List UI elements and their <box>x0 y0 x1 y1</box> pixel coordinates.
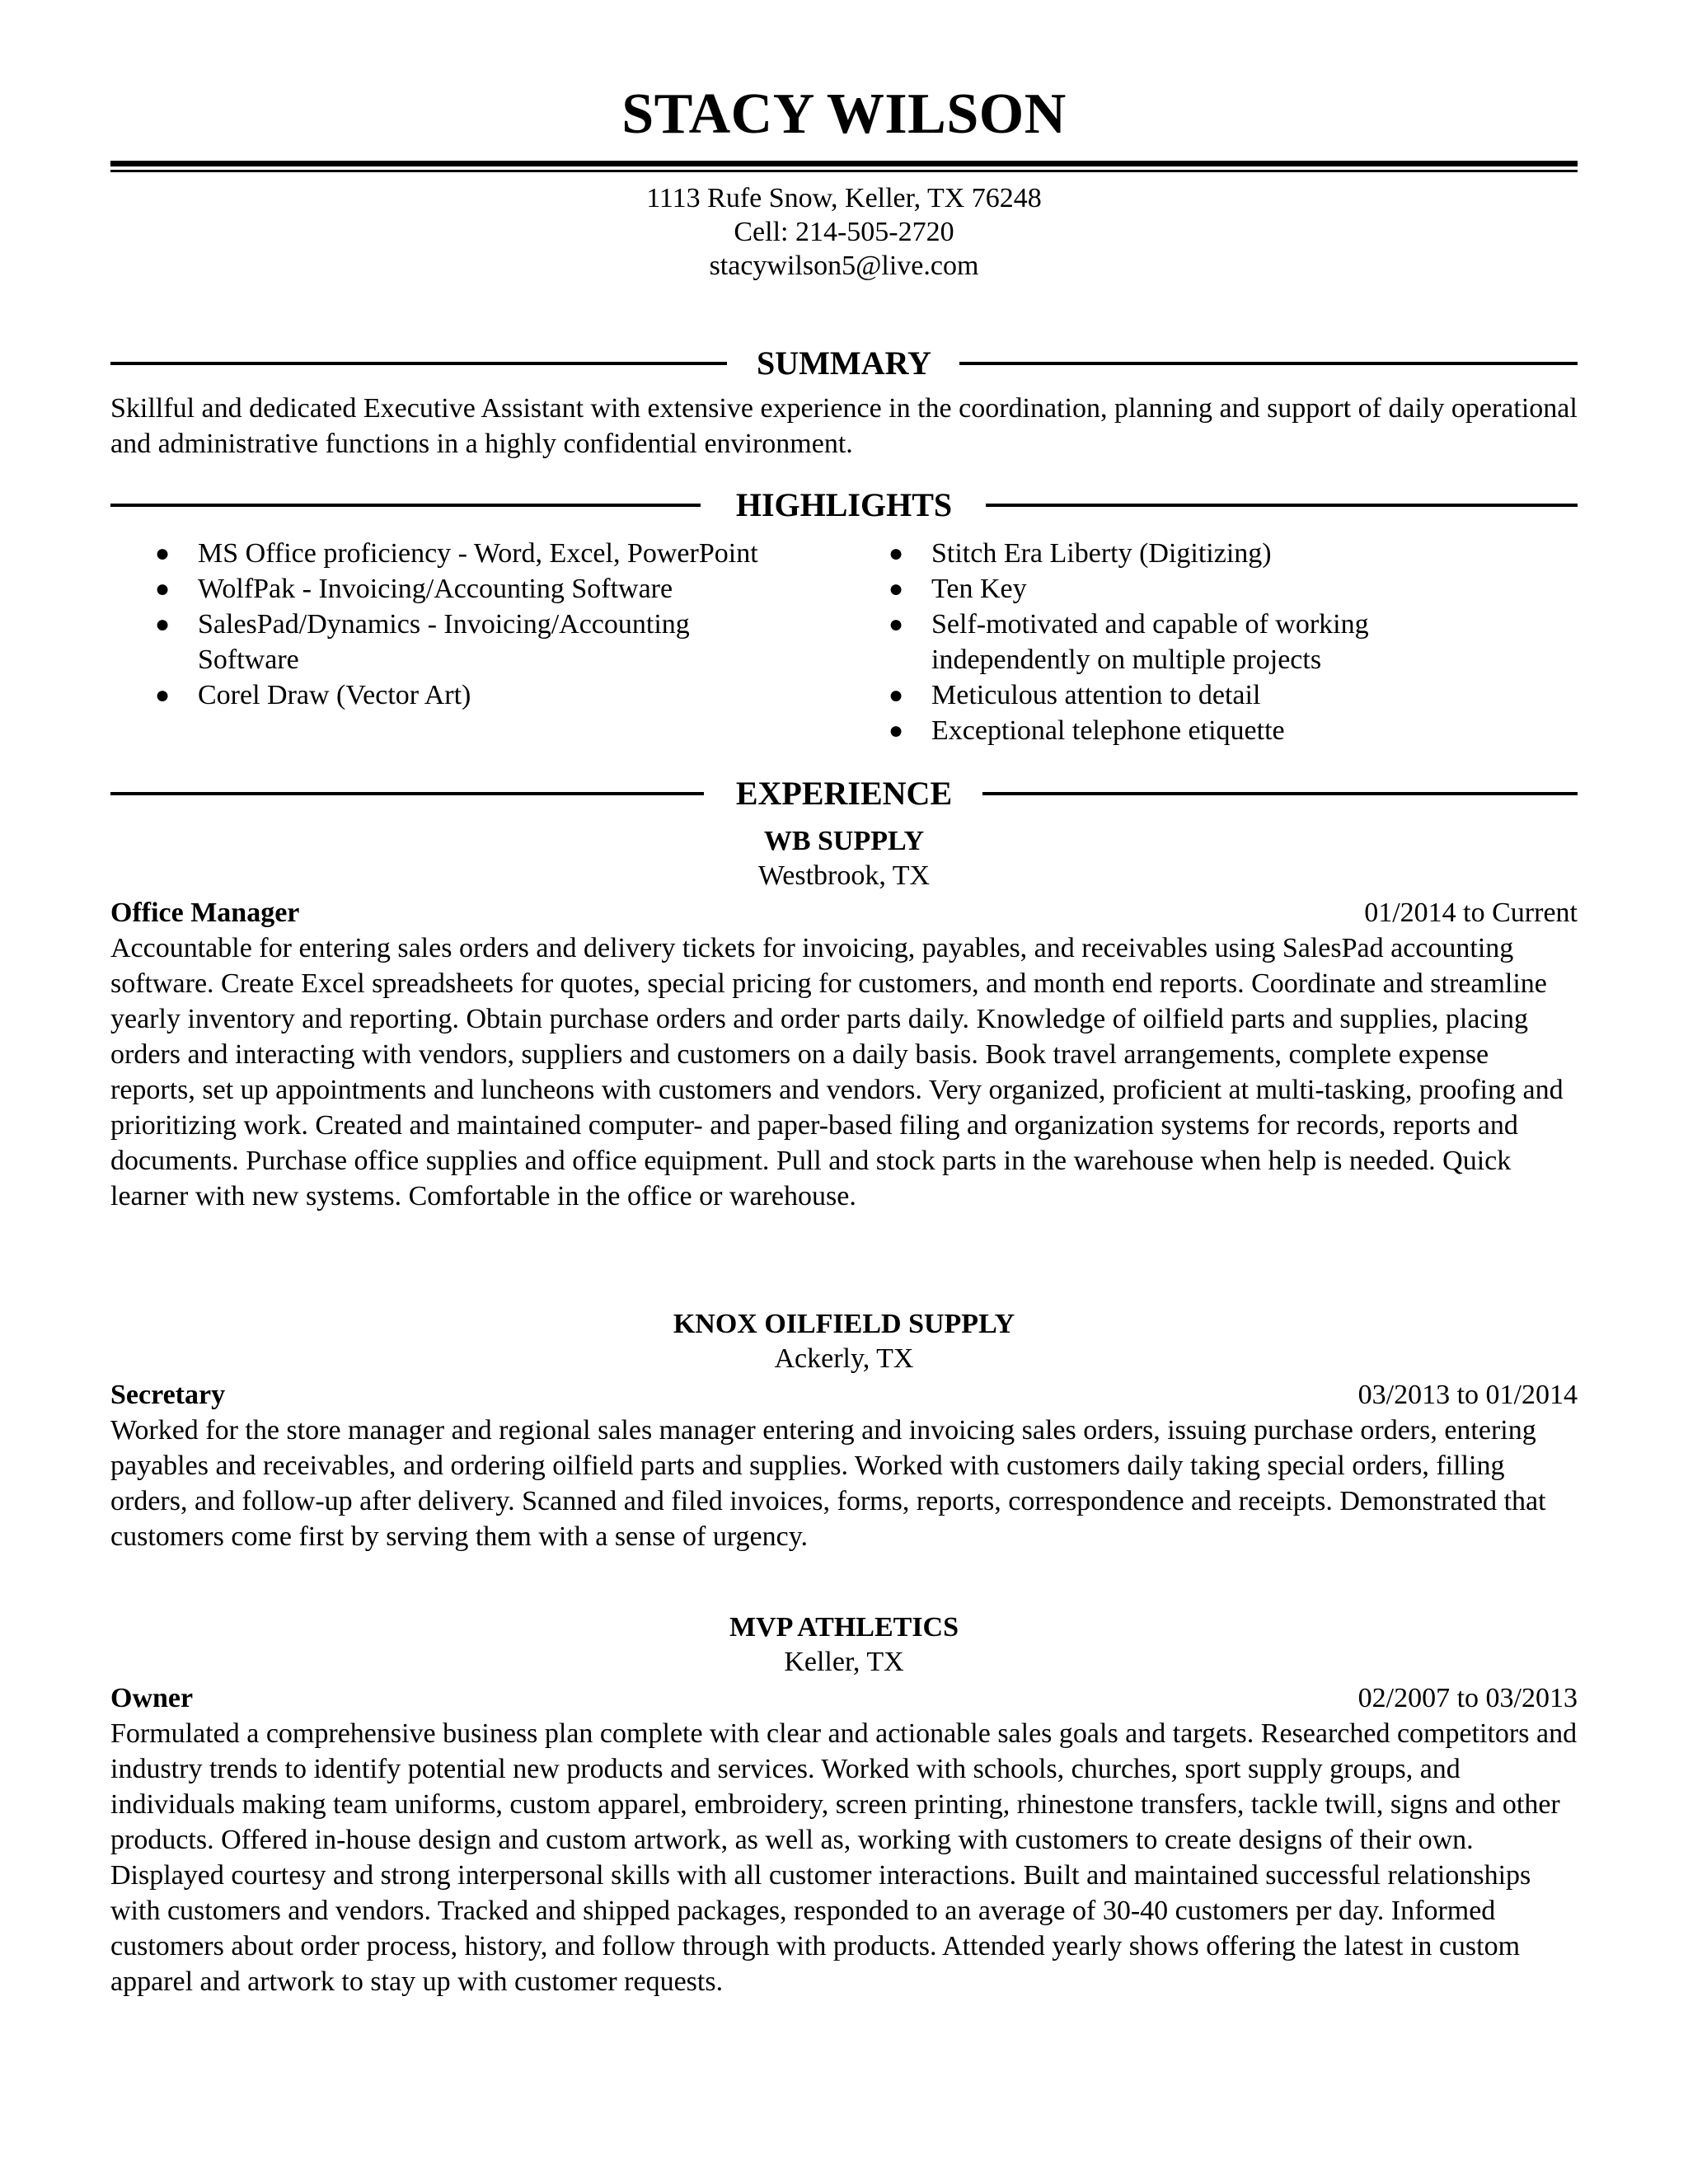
job-dates: 03/2013 to 01/2014 <box>1357 1380 1578 1410</box>
experience-heading-row <box>110 775 1578 813</box>
job-title: Owner <box>110 1683 194 1713</box>
highlight-item: ● Self-motivated and capable of working independently on multiple projects <box>844 607 1578 677</box>
bullet-icon: ● <box>889 717 904 744</box>
bullet-icon: ● <box>889 611 904 638</box>
job-title: Office Manager <box>110 898 300 928</box>
job-dates: 01/2014 to Current <box>1364 898 1578 928</box>
job-description: Accountable for entering sales orders and delivery tickets for invoicing, payables, and receivables using SalesPad accounting software. Create Excel spreadsheets for quotes, special pricing for customers, and month end reports. Coordinate and streamline yearly inventory and reporting. Obtain purchase orders and order parts daily. Knowledge of oilfield parts and supplies, placing orders and interacting with vendors, suppliers and customers on a daily basis. Book travel arrangements, complete expense reports, set up appointments and luncheons with customers and vendors. Very organized, proficient at multi-tasking, proofing and prioritizing work. Created and maintained computer- and paper-based filing and organization systems for records, reports and documents. Purchase office supplies and office equipment. Pull and stock parts in the warehouse when help is needed. Quick learner with new systems. Comfortable in the office or warehouse. <box>110 933 1564 1212</box>
job-description: Formulated a comprehensive business plan complete with clear and actionable sales goals and targets. Researched competitors and industry trends to identify potential new products and services. Worked with schools, churches, sport supply groups, and individuals making team uniforms, custom apparel, embroidery, screen printing, rhinestone transfers, tackle twill, signs and other products. Offered in-house design and custom artwork, as well as, working with customers to create designs of their own. Displayed courtesy and strong interpersonal skills with all customer interactions. Built and maintained successful relationships with customers and vendors. Tracked and shipped packages, responded to an average of 30-40 customers per day. Informed customers about order process, history, and follow through with products. Attended yearly shows offering the latest in custom apparel and artwork to stay up with customer requests. <box>110 1718 1578 1997</box>
highlights-heading: HIGHLIGHTS <box>735 486 953 523</box>
summary-text: Skillful and dedicated Executive Assistant with extensive experience in the coordination, planning and support of daily operational and administrative functions in a highly confidential environment. <box>110 393 1578 459</box>
contact-address: 1113 Rufe Snow, Keller, TX 76248 <box>646 183 1042 213</box>
bullet-icon: ● <box>889 540 904 567</box>
highlights-list-right <box>844 536 1578 748</box>
bullet-icon: ● <box>155 611 171 638</box>
contact-email: stacywilson5@live.com <box>709 251 979 281</box>
contact-phone: Cell: 214-505-2720 <box>734 217 954 247</box>
highlight-item: ● Exceptional telephone etiquette <box>844 713 1578 748</box>
header-divider-thick <box>110 161 1578 166</box>
highlight-item: ● Ten Key <box>844 571 1578 607</box>
candidate-name: STACY WILSON <box>621 82 1067 146</box>
job-title: Secretary <box>110 1380 226 1410</box>
highlight-item: ● MS Office proficiency - Word, Excel, PowerPoint <box>110 536 795 571</box>
summary-heading-row <box>110 344 1578 382</box>
job-location: Keller, TX <box>784 1647 904 1677</box>
job-location: Ackerly, TX <box>774 1343 914 1374</box>
bullet-icon: ● <box>889 575 904 602</box>
contact-block <box>110 181 1578 283</box>
job-description: Worked for the store manager and regional sales manager entering and invoicing sales orders, issuing purchase orders, entering payables and receivables, and ordering oilfield parts and supplies. Worked with customers daily taking special orders, filling orders, and follow-up after delivery. Scanned and filed invoices, forms, reports, correspondence and receipts. Demonstrated that customers come first by serving them with a sense of urgency. <box>110 1415 1546 1552</box>
highlight-item: ● Stitch Era Liberty (Digitizing) <box>844 536 1578 571</box>
experience-heading: EXPERIENCE <box>735 775 953 812</box>
bullet-icon: ● <box>155 682 171 709</box>
highlight-item: ● SalesPad/Dynamics - Invoicing/Accounting Software <box>110 607 795 677</box>
highlights-heading-row <box>110 486 1578 524</box>
job-company: MVP ATHLETICS <box>729 1612 959 1643</box>
bullet-icon: ● <box>155 575 171 602</box>
job-company: KNOX OILFIELD SUPPLY <box>673 1309 1015 1339</box>
job-dates: 02/2007 to 03/2013 <box>1357 1683 1578 1713</box>
job-company: WB SUPPLY <box>763 826 925 856</box>
highlight-item: ● WolfPak - Invoicing/Accounting Software <box>110 571 795 607</box>
job-location: Westbrook, TX <box>757 860 931 891</box>
highlights-list-left <box>110 536 795 713</box>
bullet-icon: ● <box>155 540 171 567</box>
highlight-item: ● Corel Draw (Vector Art) <box>110 677 795 713</box>
header-divider-thin <box>110 170 1578 172</box>
highlight-item: ● Meticulous attention to detail <box>844 677 1578 713</box>
summary-heading: SUMMARY <box>757 344 931 382</box>
bullet-icon: ● <box>889 682 904 709</box>
